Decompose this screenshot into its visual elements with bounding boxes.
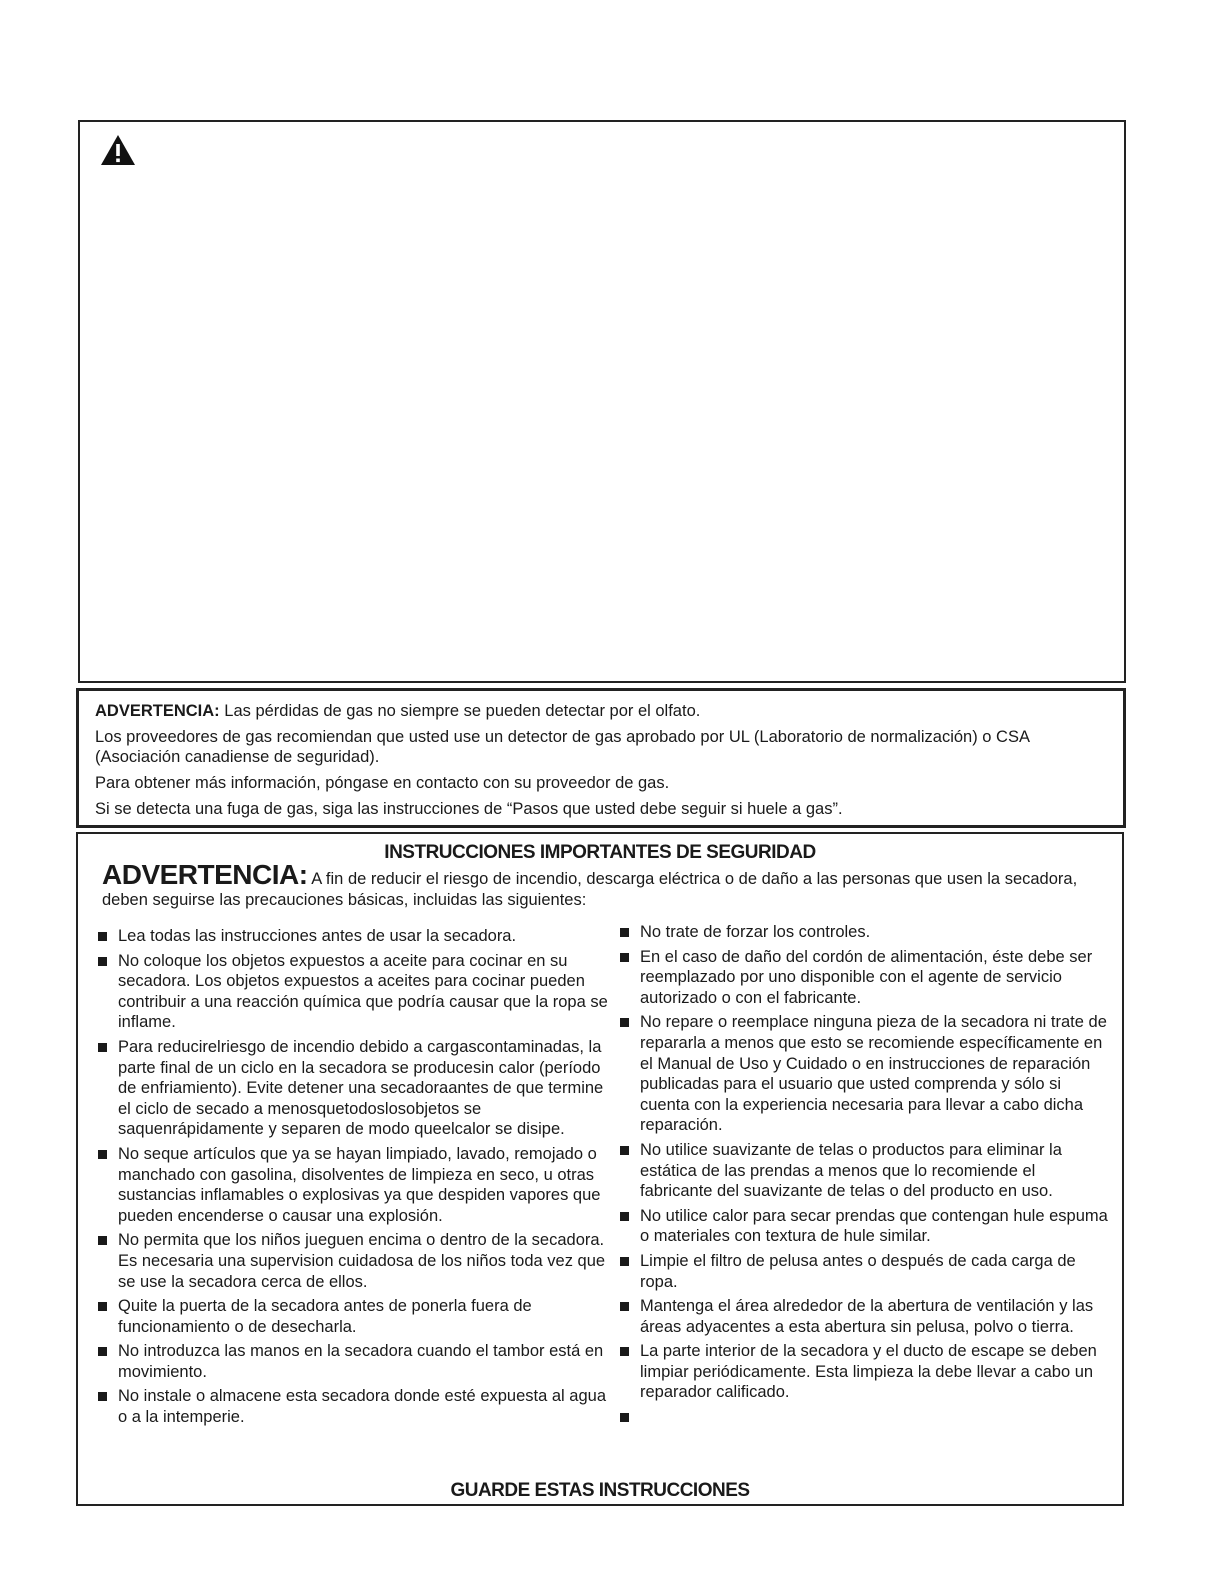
list-item: Lea todas las instrucciones antes de usar la secadora. [98,926,618,947]
list-item: No utilice suavizante de telas o productos para eliminar la estática de las prendas a menos que lo recomiende el fabricante del suavizante de telas o del producto en uso. [620,1140,1110,1202]
hazard-warning-box [78,120,1126,683]
gas-warning-line4: Si se detecta una fuga de gas, siga las instrucciones de “Pasos que usted debe seguir si huele a gas”. [95,800,843,818]
safety-right-column [620,922,1110,1431]
gas-leak-warning [76,688,1126,828]
list-item: Limpie el filtro de pelusa antes o después de cada carga de ropa. [620,1251,1110,1292]
safety-left-column [98,926,618,1432]
safety-title: INSTRUCCIONES IMPORTANTES DE SEGURIDAD [384,842,816,863]
warning-triangle-icon [100,134,136,166]
list-item: No coloque los objetos expuestos a aceite para cocinar en su secadora. Los objetos expuestos a aceites para cocinar pueden contribuir a una reacción química que podría causar que la ropa se inflame. [98,951,618,1033]
list-item: No introduzca las manos en la secadora cuando el tambor está en movimiento. [98,1341,618,1382]
safety-warning-label: ADVERTENCIA: [102,859,308,890]
gas-warning-line2: Los proveedores de gas recomiendan que usted use un detector de gas aprobado por UL (Laboratorio de normalización) o CSA (Asociación canadiense de seguridad). [95,728,1030,766]
list-item: En el caso de daño del cordón de alimentación, éste debe ser reemplazado por uno disponible con el agente de servicio autorizado o con el fabricante. [620,947,1110,1009]
list-item: Quite la puerta de la secadora antes de ponerla fuera de funcionamiento o de desecharla. [98,1296,618,1337]
safety-intro [102,859,1102,911]
safety-warning-text: A fin de reducir el riesgo de incendio, descarga eléctrica o de daño a las personas que usen la secadora, deben seguirse las precauciones básicas, incluidas las siguientes: [102,870,1078,909]
safety-instructions-box [76,832,1124,1506]
gas-warning-label: ADVERTENCIA: [95,702,220,720]
list-item-empty [620,1407,1110,1427]
list-item: Para reducirelriesgo de incendio debido a cargascontaminadas, la parte final de un ciclo en la secadora se producesin calor (período de enfriamiento). Evite detener una secadoraantes de que termine el ciclo de secado a menosquetodoslosobjetos se saquenrápidamente y separen de modo queelcalor se disipe. [98,1037,618,1140]
list-item: No permita que los niños jueguen encima o dentro de la secadora. Es necesaria una supervision cuidadosa de los niños toda vez que se use la secadora cerca de ellos. [98,1230,618,1292]
gas-warning-line3: Para obtener más información, póngase en contacto con su proveedor de gas. [95,774,670,792]
list-item: No trate de forzar los controles. [620,922,1110,943]
gas-warning-line1: ADVERTENCIA: Las pérdidas de gas no siempre se pueden detectar por el olfato. [95,702,701,720]
save-instructions-footer: GUARDE ESTAS INSTRUCCIONES [450,1480,750,1501]
list-item: No seque artículos que ya se hayan limpiado, lavado, remojado o manchado con gasolina, disolventes de limpieza en seco, u otras sustancias inflamables o explosivas ya que despiden vapores que pueden encenderse o causar una explosión. [98,1144,618,1226]
list-item: La parte interior de la secadora y el ducto de escape se deben limpiar periódicamente. Esta limpieza la debe llevar a cabo un reparador calificado. [620,1341,1110,1403]
list-item: Mantenga el área alrededor de la abertura de ventilación y las áreas adyacentes a esta abertura sin pelusa, polvo o tierra. [620,1296,1110,1337]
list-item: No utilice calor para secar prendas que contengan hule espuma o materiales con textura de hule similar. [620,1206,1110,1247]
list-item: No instale o almacene esta secadora donde esté expuesta al agua o a la intemperie. [98,1386,618,1427]
list-item: No repare o reemplace ninguna pieza de la secadora ni trate de repararla a menos que esto se recomiende específicamente en el Manual de Uso y Cuidado o en instrucciones de reparación publicadas para el usuario que usted comprenda y sólo si cuenta con la experiencia necesaria para llevar a cabo dicha reparación. [620,1012,1110,1136]
